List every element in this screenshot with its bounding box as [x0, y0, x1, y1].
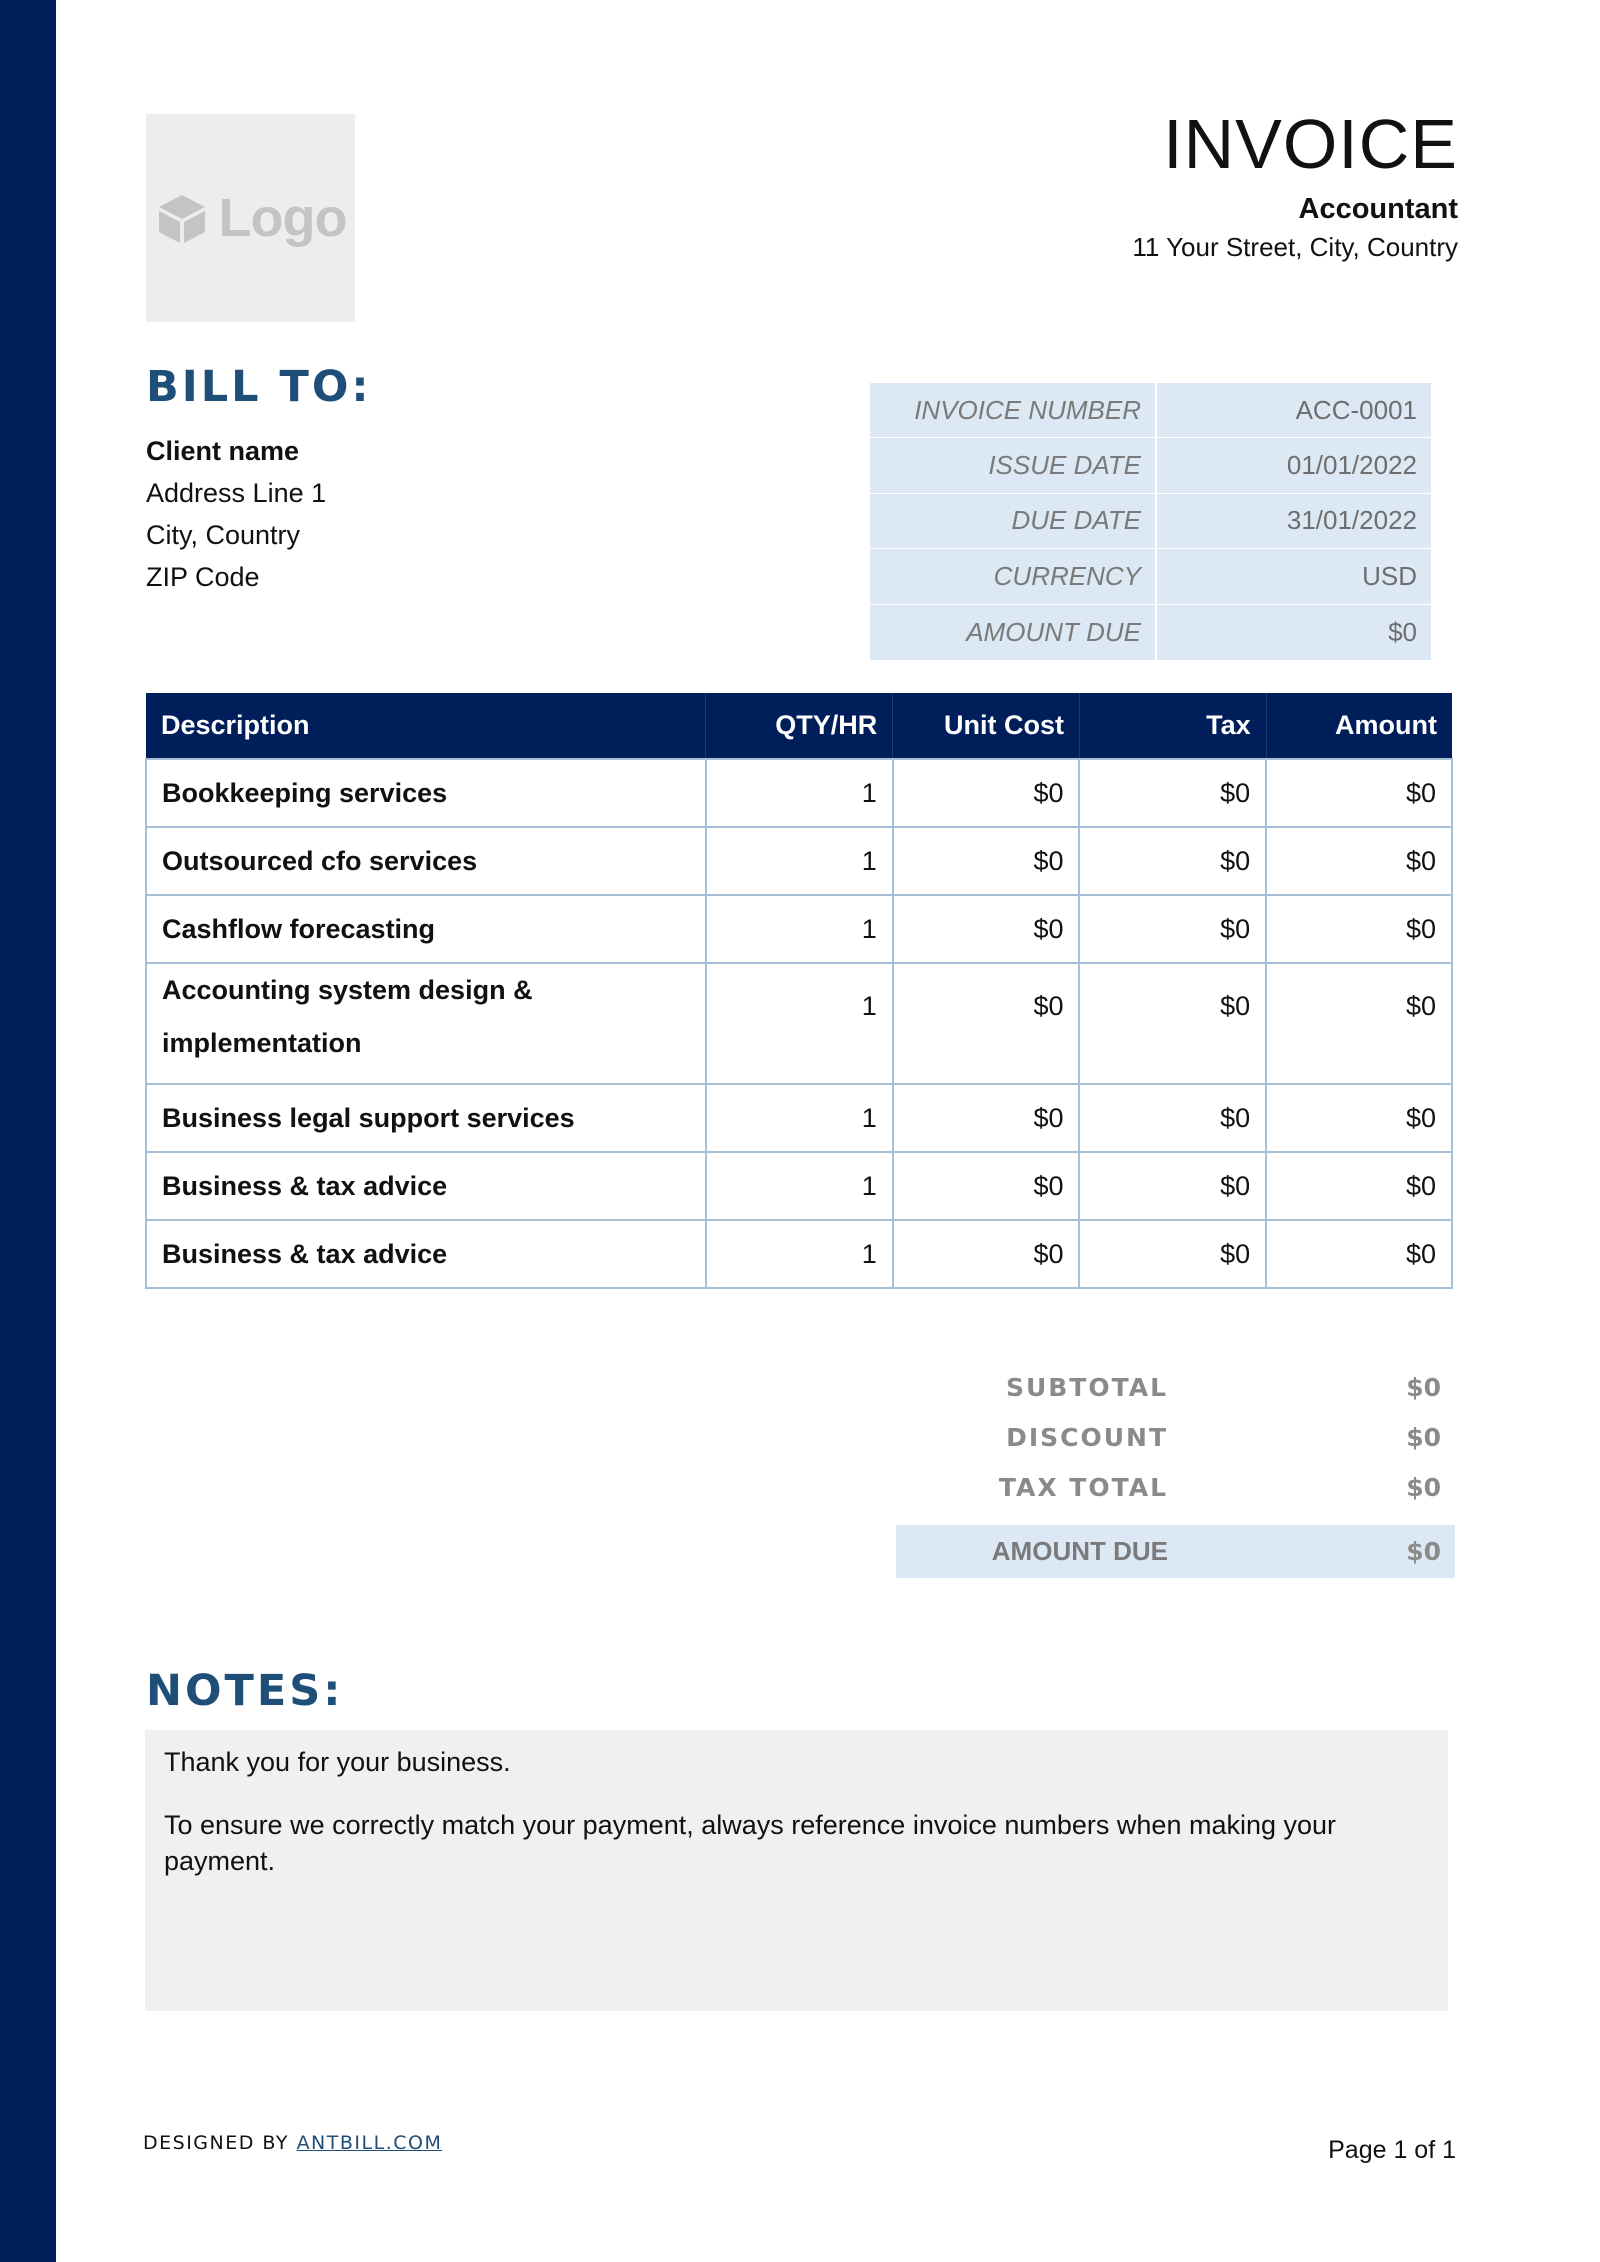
amount-due-label: AMOUNT DUE: [991, 1536, 1168, 1566]
antbill-link[interactable]: ANTBILL.COM: [296, 2132, 443, 2154]
item-amount: $0: [1266, 895, 1452, 963]
table-header-row: [146, 693, 1452, 759]
item-unit-cost: $0: [893, 759, 1080, 827]
item-qty: 1: [706, 827, 893, 895]
designed-by-label: DESIGNED BY: [143, 2132, 297, 2154]
bill-to-heading: BILL TO:: [146, 362, 372, 412]
meta-label: DUE DATE: [870, 494, 1157, 548]
meta-label: AMOUNT DUE: [870, 605, 1157, 660]
meta-value: USD: [1362, 560, 1417, 591]
notes-box: [145, 1730, 1448, 2011]
item-tax: $0: [1079, 1084, 1266, 1152]
item-description: Business & tax advice: [146, 1152, 706, 1220]
item-amount: $0: [1266, 759, 1452, 827]
item-qty: 1: [706, 1152, 893, 1220]
item-unit-cost: $0: [893, 1084, 1080, 1152]
amount-due-value: $0: [1406, 1537, 1441, 1566]
table-row: [146, 963, 1452, 1084]
subtotal-label: SUBTOTAL: [1005, 1372, 1168, 1402]
item-tax: $0: [1079, 759, 1266, 827]
column-header-description: Description: [146, 693, 706, 759]
company-name: Accountant: [1298, 193, 1458, 225]
discount-row: [896, 1412, 1455, 1462]
notes-line: To ensure we correctly match your payment, always reference invoice numbers when making your payment.: [164, 1810, 1337, 1876]
item-unit-cost: $0: [893, 1220, 1080, 1288]
amount-due-row: [896, 1525, 1455, 1578]
item-tax: $0: [1079, 1220, 1266, 1288]
item-qty: 1: [706, 963, 893, 1084]
meta-row-amount-due: [870, 605, 1431, 660]
table-row: [146, 1084, 1452, 1152]
client-city-country: City, Country: [146, 520, 301, 550]
company-address: 11 Your Street, City, Country: [1132, 232, 1458, 262]
item-qty: 1: [706, 895, 893, 963]
item-qty: 1: [706, 759, 893, 827]
meta-label: CURRENCY: [870, 549, 1157, 603]
item-qty: 1: [706, 1220, 893, 1288]
subtotal-value: $0: [1406, 1372, 1441, 1402]
column-header-qty: QTY/HR: [706, 693, 893, 759]
item-tax: $0: [1079, 1152, 1266, 1220]
logo-placeholder: [146, 114, 355, 322]
logo-cube-icon: [155, 191, 209, 245]
client-zip: ZIP Code: [146, 562, 260, 592]
meta-value: $0: [1388, 616, 1417, 647]
item-amount: $0: [1266, 827, 1452, 895]
notes-line: Thank you for your business.: [164, 1747, 511, 1777]
totals-section: [896, 1362, 1455, 1578]
item-description: [146, 963, 706, 1084]
item-unit-cost: $0: [893, 895, 1080, 963]
meta-label: INVOICE NUMBER: [870, 383, 1157, 437]
table-row: [146, 895, 1452, 963]
bill-to-details: [146, 430, 326, 598]
item-description-line: implementation: [162, 1028, 362, 1058]
item-unit-cost: $0: [893, 827, 1080, 895]
page-number: Page 1 of 1: [1328, 2136, 1456, 2164]
client-name: Client name: [146, 436, 300, 466]
item-description: Cashflow forecasting: [146, 895, 706, 963]
table-row: [146, 1152, 1452, 1220]
item-unit-cost: $0: [893, 1152, 1080, 1220]
meta-value: ACC-0001: [1295, 394, 1417, 425]
item-description: Business & tax advice: [146, 1220, 706, 1288]
meta-value: 01/01/2022: [1286, 450, 1417, 481]
meta-row-invoice-number: [870, 383, 1431, 438]
table-row: [146, 759, 1452, 827]
item-amount: $0: [1266, 1152, 1452, 1220]
subtotal-row: [896, 1362, 1455, 1412]
column-header-tax: Tax: [1079, 693, 1266, 759]
discount-label: DISCOUNT: [1006, 1422, 1168, 1452]
meta-value: 31/01/2022: [1286, 505, 1417, 536]
item-description: Bookkeeping services: [146, 759, 706, 827]
item-description-line: Accounting system design &: [162, 975, 533, 1005]
meta-row-issue-date: [870, 438, 1431, 493]
footer-designed-by: [143, 2132, 442, 2154]
tax-total-label: TAX TOTAL: [998, 1472, 1168, 1502]
item-amount: $0: [1266, 963, 1452, 1084]
item-tax: $0: [1079, 963, 1266, 1084]
meta-label: ISSUE DATE: [870, 438, 1157, 492]
line-items-table: [145, 693, 1453, 1289]
invoice-title: INVOICE: [1163, 105, 1458, 183]
discount-value: $0: [1406, 1422, 1441, 1452]
column-header-unit-cost: Unit Cost: [893, 693, 1080, 759]
meta-row-currency: [870, 549, 1431, 604]
item-amount: $0: [1266, 1220, 1452, 1288]
tax-total-row: [896, 1462, 1455, 1512]
table-row: [146, 1220, 1452, 1288]
side-accent-bar: [0, 0, 56, 2262]
item-tax: $0: [1079, 827, 1266, 895]
item-amount: $0: [1266, 1084, 1452, 1152]
invoice-meta-panel: [870, 383, 1431, 660]
client-address-line: Address Line 1: [146, 478, 327, 508]
notes-heading: NOTES:: [146, 1666, 344, 1716]
item-description: Business legal support services: [146, 1084, 706, 1152]
table-row: [146, 827, 1452, 895]
item-tax: $0: [1079, 895, 1266, 963]
logo-text: Logo: [218, 188, 347, 248]
tax-total-value: $0: [1406, 1472, 1441, 1502]
item-description: Outsourced cfo services: [146, 827, 706, 895]
column-header-amount: Amount: [1266, 693, 1452, 759]
meta-row-due-date: [870, 494, 1431, 549]
item-unit-cost: $0: [893, 963, 1080, 1084]
item-qty: 1: [706, 1084, 893, 1152]
